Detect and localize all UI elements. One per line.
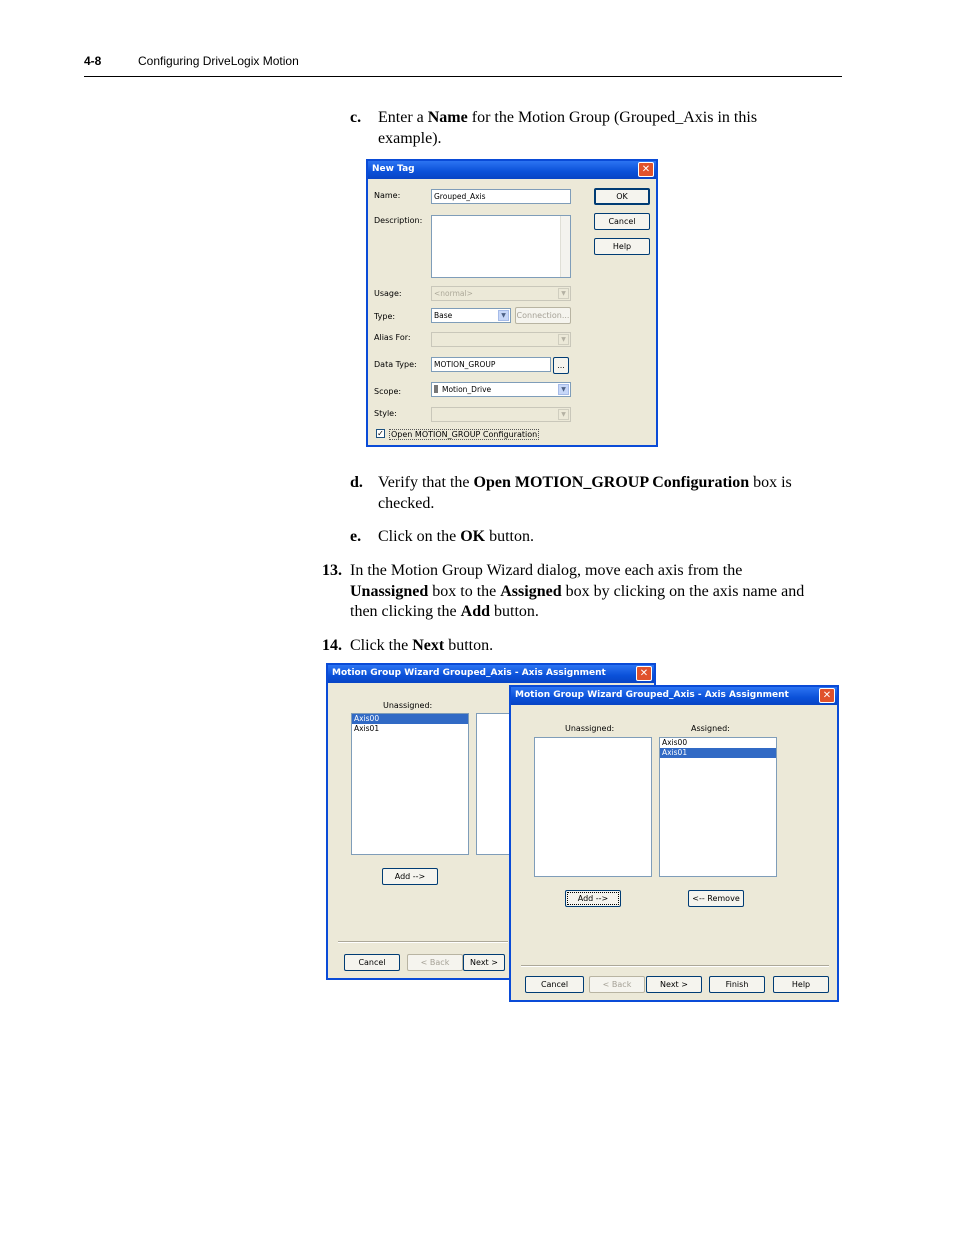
list-item[interactable]: Axis01 <box>660 748 776 758</box>
step-c <box>350 108 830 150</box>
cancel-button[interactable]: Cancel <box>344 954 400 971</box>
description-label: Description: <box>374 216 423 225</box>
step-label: c. <box>350 109 362 126</box>
step-13 <box>322 561 842 625</box>
close-icon[interactable]: ✕ <box>638 162 654 177</box>
alias-for-label: Alias For: <box>374 333 411 342</box>
step-text-line2: example). <box>378 130 442 147</box>
step-text-line3: then clicking the Add button. <box>350 603 539 620</box>
step-text-line2: checked. <box>378 495 435 512</box>
step-text: Enter a Name for the Motion Group (Grouped_Axis in this <box>378 109 758 126</box>
step-text: Click on the OK button. <box>378 528 534 545</box>
chevron-down-icon: ▼ <box>558 288 569 299</box>
usage-select: <normal> ▼ <box>431 286 571 301</box>
unassigned-label: Unassigned: <box>383 701 433 710</box>
dialog-title-bar <box>511 687 837 705</box>
open-config-checkbox[interactable]: ✓ <box>377 429 384 438</box>
step-d <box>350 473 830 515</box>
chevron-down-icon: ▼ <box>558 334 569 345</box>
close-icon[interactable]: ✕ <box>636 666 652 681</box>
step-14 <box>322 636 842 658</box>
usage-label: Usage: <box>374 289 402 298</box>
back-button: < Back <box>589 976 645 993</box>
step-label: e. <box>350 528 362 545</box>
list-item[interactable]: Axis01 <box>354 724 380 733</box>
dialog-title: Motion Group Wizard Grouped_Axis - Axis Assignment <box>515 690 789 700</box>
page-number: 4-8 <box>84 54 102 68</box>
dialog-title-bar <box>368 161 656 179</box>
list-item[interactable]: Axis00 <box>352 714 468 724</box>
back-button: < Back <box>407 954 463 971</box>
next-button[interactable]: Next > <box>646 976 702 993</box>
step-text: Verify that the Open MOTION_GROUP Configuration box is <box>378 474 792 491</box>
close-icon[interactable]: ✕ <box>819 688 835 703</box>
type-select[interactable]: Base ▼ <box>431 308 511 323</box>
style-label: Style: <box>374 409 397 418</box>
name-label: Name: <box>374 191 401 200</box>
separator <box>521 965 829 967</box>
step-e <box>350 527 830 549</box>
unassigned-list[interactable] <box>351 713 469 855</box>
alias-for-select <box>431 332 571 347</box>
connection-button: Connection... <box>515 307 571 324</box>
cancel-button[interactable]: Cancel <box>525 976 584 993</box>
controller-icon <box>434 385 438 393</box>
open-config-label: Open MOTION_GROUP Configuration <box>391 430 538 439</box>
assigned-label: Assigned: <box>691 724 730 733</box>
step-label: d. <box>350 474 363 491</box>
step-text: Click the Next button. <box>350 637 494 654</box>
style-select <box>431 407 571 422</box>
remove-button[interactable]: <-- Remove <box>688 890 744 907</box>
description-field[interactable] <box>431 215 571 278</box>
step-text: In the Motion Group Wizard dialog, move each axis from the <box>350 562 743 579</box>
add-button[interactable]: Add --> <box>382 868 438 885</box>
step-label: 14. <box>322 637 342 654</box>
dialog-title: Motion Group Wizard Grouped_Axis - Axis Assignment <box>332 668 606 678</box>
help-button[interactable]: Help <box>773 976 829 993</box>
scope-label: Scope: <box>374 387 402 396</box>
chapter-title: Configuring DriveLogix Motion <box>138 54 299 68</box>
separator <box>338 941 508 943</box>
chevron-down-icon: ▼ <box>558 409 569 420</box>
data-type-label: Data Type: <box>374 360 417 369</box>
cancel-button[interactable]: Cancel <box>594 213 650 230</box>
dialog-title-bar <box>328 665 654 683</box>
step-label: 13. <box>322 562 342 579</box>
chevron-down-icon: ▼ <box>558 384 569 395</box>
next-button[interactable]: Next > <box>463 954 505 971</box>
help-button[interactable]: Help <box>594 238 650 255</box>
ok-button[interactable]: OK <box>594 188 650 205</box>
add-button[interactable]: Add --> <box>565 890 621 907</box>
assigned-list[interactable] <box>659 737 777 877</box>
unassigned-label: Unassigned: <box>565 724 615 733</box>
wizard-dialog-front <box>509 685 839 1002</box>
scope-select[interactable]: Motion_Drive ▼ <box>431 382 571 397</box>
unassigned-list[interactable] <box>534 737 652 877</box>
scrollbar[interactable] <box>560 216 570 277</box>
page-header <box>84 52 842 77</box>
dialog-title: New Tag <box>372 164 415 174</box>
browse-button[interactable]: ... <box>553 357 569 374</box>
type-label: Type: <box>374 312 396 321</box>
data-type-field[interactable]: MOTION_GROUP <box>431 357 551 372</box>
name-field[interactable]: Grouped_Axis <box>431 189 571 204</box>
list-item[interactable]: Axis00 <box>662 738 688 747</box>
new-tag-dialog <box>366 159 658 447</box>
chevron-down-icon: ▼ <box>498 310 509 321</box>
finish-button[interactable]: Finish <box>709 976 765 993</box>
step-text-line2: Unassigned box to the Assigned box by clicking on the axis name and <box>350 583 805 600</box>
